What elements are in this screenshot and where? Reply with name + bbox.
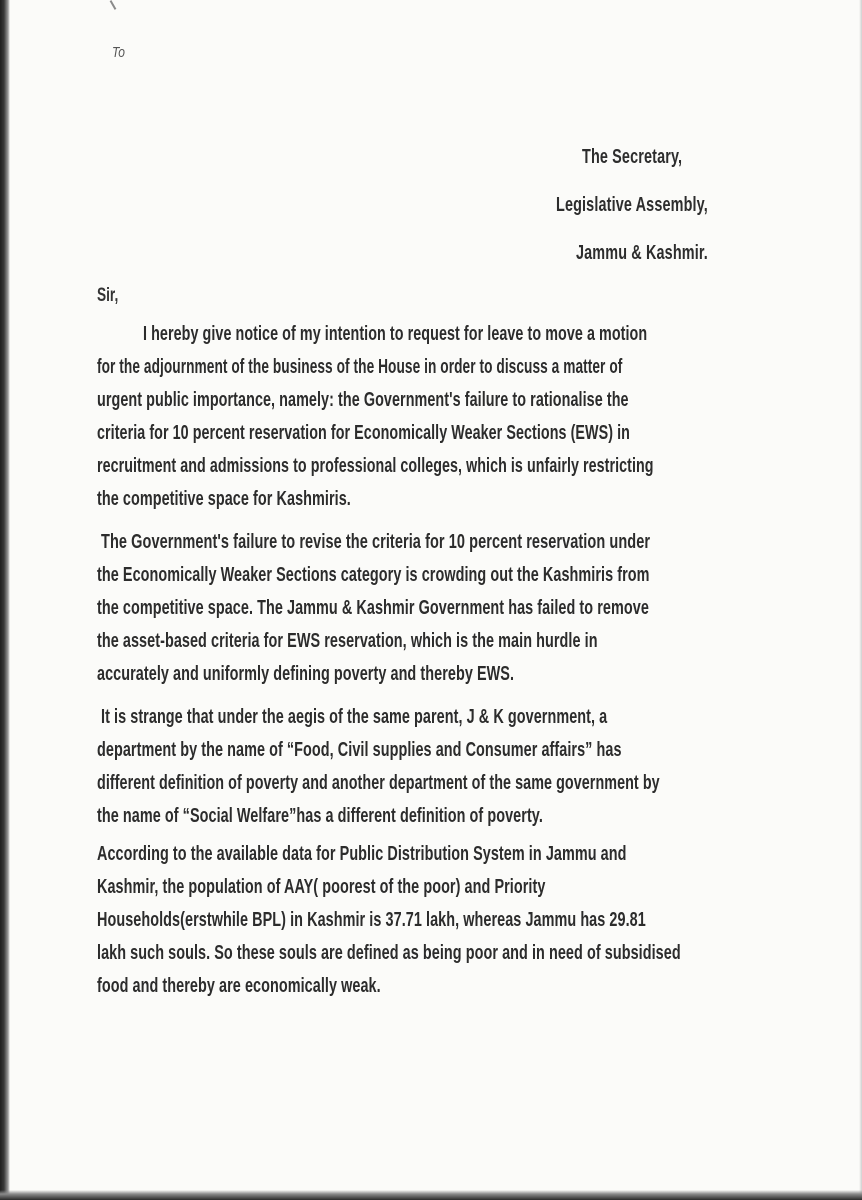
paragraph-line: urgent public importance, namely: the Government's failure to rationalise the [97, 389, 629, 411]
addressee-line: The Secretary, [582, 146, 683, 168]
paragraph-line: Households(erstwhile BPL) in Kashmir is 37.71 lakh, whereas Jammu has 29.81 [97, 909, 646, 931]
scan-edge-left [0, 0, 10, 1200]
paragraph-line: It is strange that under the aegis of the same parent, J & K government, a [101, 706, 608, 728]
salutation: Sir, [97, 285, 119, 306]
paragraph-line: the competitive space for Kashmiris. [97, 488, 351, 510]
to-label: To [112, 44, 125, 61]
paragraph-line: Kashmir, the population of AAY( poorest of the poor) and Priority [97, 876, 546, 898]
paragraph-line: The Government's failure to revise the criteria for 10 percent reservation under [101, 531, 651, 553]
paragraph-line: food and thereby are economically weak. [97, 975, 381, 997]
paragraph-line: According to the available data for Public Distribution System in Jammu and [97, 843, 627, 865]
paragraph-line: department by the name of “Food, Civil supplies and Consumer affairs” has [97, 739, 622, 761]
paragraph-line: recruitment and admissions to professional colleges, which is unfairly restricting [97, 455, 654, 477]
paragraph-line: different definition of poverty and another department of the same government by [97, 772, 660, 794]
addressee-line: Jammu & Kashmir. [576, 242, 708, 264]
paragraph-line: accurately and uniformly defining poverty and thereby EWS. [97, 663, 515, 685]
paragraph-line: I hereby give notice of my intention to request for leave to move a motion [143, 323, 648, 345]
scan-mark [110, 0, 117, 10]
addressee-line: Legislative Assembly, [556, 194, 708, 216]
paragraph-line: lakh such souls. So these souls are defined as being poor and in need of subsidised [97, 942, 681, 964]
paragraph-line: the name of “Social Welfare”has a different definition of poverty. [97, 805, 543, 827]
paragraph-line: the competitive space. The Jammu & Kashmir Government has failed to remove [97, 597, 649, 619]
scan-edge-bottom [0, 1190, 862, 1200]
paragraph-line: criteria for 10 percent reservation for Economically Weaker Sections (EWS) in [97, 422, 630, 444]
paragraph-line: for the adjournment of the business of the House in order to discuss a matter of [97, 356, 623, 378]
paragraph-line: the asset-based criteria for EWS reservation, which is the main hurdle in [97, 630, 598, 652]
paragraph-line: the Economically Weaker Sections category is crowding out the Kashmiris from [97, 564, 650, 586]
